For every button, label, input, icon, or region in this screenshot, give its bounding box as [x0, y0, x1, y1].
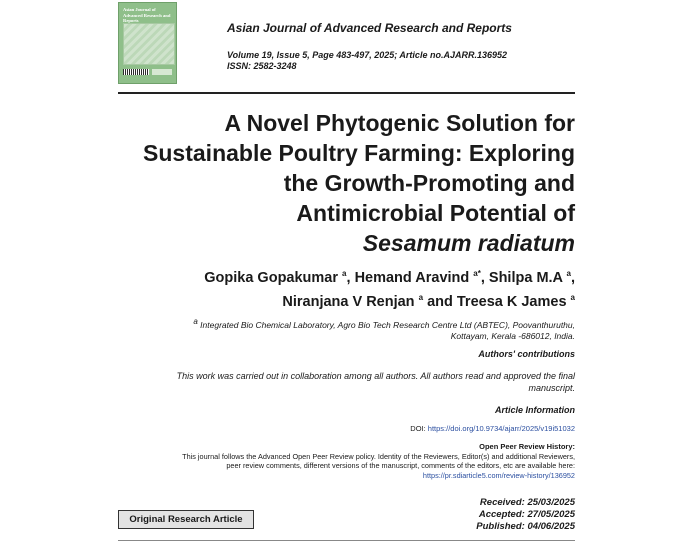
cover-barcode: [123, 69, 149, 75]
author-name: Hemand Aravind: [354, 269, 470, 286]
title-line-3: the Growth-Promoting and: [283, 170, 575, 196]
author-affiliation-mark: a: [342, 269, 347, 278]
article-title: [95, 108, 575, 258]
author-affiliation-mark: a: [566, 269, 571, 278]
title-line-2: Sustainable Poultry Farming: Exploring: [143, 140, 575, 166]
journal-cover-thumbnail: [118, 2, 177, 84]
accepted-date: Accepted: 27/05/2025: [478, 509, 575, 520]
contributions-line-1: This work was carried out in collaboration among all authors. All authors read and approved the final: [176, 371, 575, 381]
author-conjunction: and: [427, 293, 453, 310]
doi-line: [410, 424, 575, 433]
author-list: Gopika Gopakumar $^a$, Hemand Aravind $^{a*}$, Shilpa M.A $^a$, Niranjana V Renjan $^a$ and Treesa K James $^a$: [204, 269, 575, 310]
peer-review-heading: Open Peer Review History:: [479, 442, 575, 451]
affiliation-mark: a: [193, 317, 198, 326]
affiliation-line-1: Integrated Bio Chemical Laboratory, Agro Bio Tech Research Centre Ltd (ABTEC), Poovanthuruthu,: [200, 319, 575, 330]
affiliation-line-2: Kottayam, Kerala -686012, India.: [450, 330, 575, 341]
peer-review-link[interactable]: https://pr.sdiarticle5.com/review-history/136952: [422, 470, 575, 480]
title-line-4: Antimicrobial Potential of: [296, 200, 575, 226]
cover-footer-block: [152, 69, 172, 75]
header-divider: [118, 92, 575, 94]
author-name: Shilpa M.A: [488, 269, 563, 286]
footer-divider: [118, 540, 575, 541]
article-type-badge: Original Research Article: [118, 510, 254, 529]
author-affiliation-mark: a*: [473, 269, 481, 278]
title-line-5: Sesamum radiatum: [362, 230, 575, 256]
article-dates: [476, 497, 575, 533]
contributions-line-2: manuscript.: [528, 383, 575, 393]
peer-review-line-2: peer review comments, different versions of the manuscript, comments of the editors, etc are available here:: [226, 461, 575, 471]
author-affiliation-mark: a: [570, 292, 575, 302]
peer-review-text: [115, 452, 575, 480]
peer-review-line-1: This journal follows the Advanced Open Peer Review policy. Identity of the Reviewers, Editor(s) and additional Reviewers,: [182, 452, 575, 461]
contributions-text: [105, 370, 575, 394]
title-line-1: A Novel Phytogenic Solution for: [224, 110, 575, 136]
cover-image: [123, 23, 175, 65]
issn-info: ISSN: 2582-3248: [227, 61, 297, 71]
affiliation: [105, 316, 575, 342]
author-name: Treesa K James: [456, 293, 567, 310]
author-name: Gopika Gopakumar: [204, 269, 339, 286]
author-affiliation-mark: a: [418, 292, 424, 302]
published-date: Published: 04/06/2025: [476, 521, 575, 532]
journal-name: Asian Journal of Advanced Research and Reports: [227, 21, 512, 35]
contributions-heading: Authors' contributions: [478, 349, 575, 359]
received-date: Received: 25/03/2025: [479, 497, 575, 508]
cover-journal-title: Asian Journal of Advanced Research and Reports: [123, 7, 171, 23]
author-name: Niranjana V Renjan: [282, 293, 415, 310]
doi-label: DOI:: [410, 424, 426, 433]
article-information-heading: Article Information: [494, 405, 575, 415]
doi-link[interactable]: https://doi.org/10.9734/ajarr/2025/v19i51032: [427, 424, 575, 433]
volume-info: Volume 19, Issue 5, Page 483-497, 2025; Article no.AJARR.136952: [227, 50, 507, 60]
